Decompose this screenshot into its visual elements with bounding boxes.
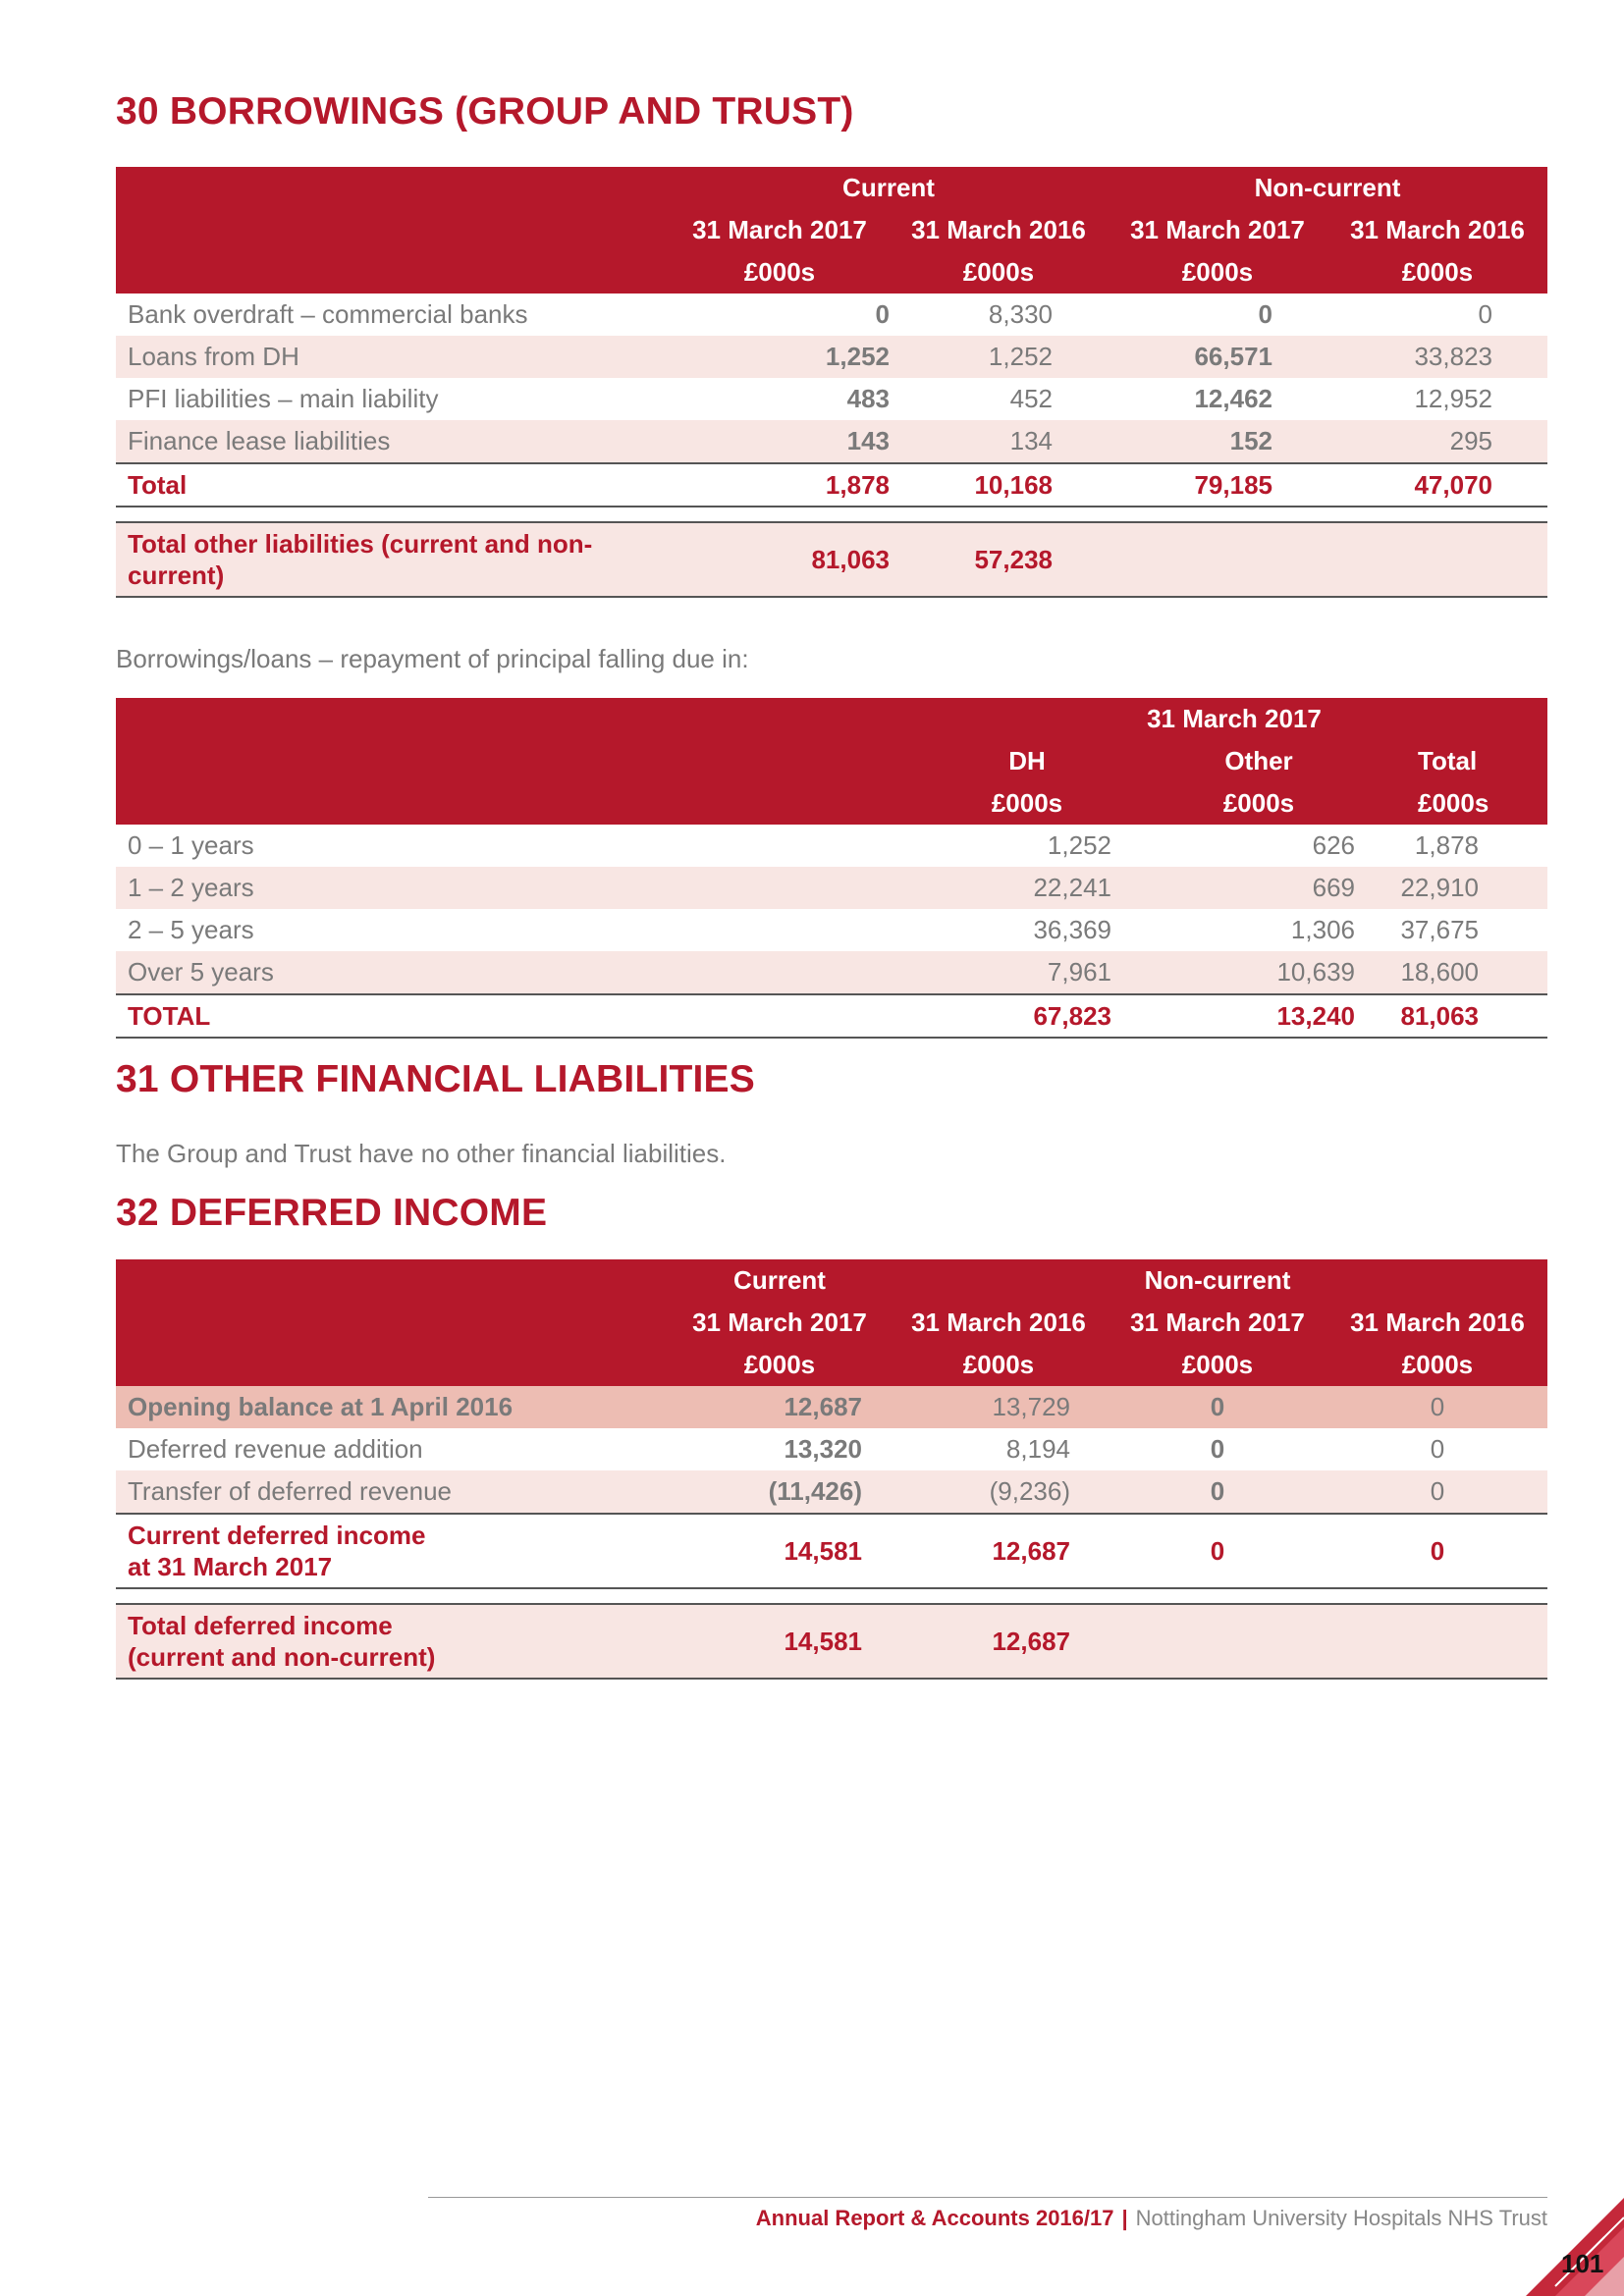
total-row <box>116 463 1547 507</box>
table-row <box>116 825 1547 867</box>
header-row-units <box>116 782 1547 825</box>
header-unit: £000s <box>1327 251 1547 294</box>
row-label: Bank overdraft – commercial banks <box>128 299 528 329</box>
cell: 12,952 <box>1414 384 1492 413</box>
header-date: 31 March 2016 <box>890 1302 1108 1344</box>
footer-report-title: Annual Report & Accounts 2016/17 <box>755 2206 1114 2230</box>
header-date: 31 March 2017 <box>911 698 1547 740</box>
footer <box>756 2206 1547 2231</box>
cell: 0 <box>1327 1514 1547 1588</box>
footer-separator: | <box>1121 2206 1128 2230</box>
cell: 57,238 <box>890 522 1108 597</box>
header-non-current: Non-current <box>1108 167 1547 209</box>
header-row-group <box>116 698 1547 740</box>
header-row-dates <box>116 1302 1547 1344</box>
cell: 1,878 <box>670 463 890 507</box>
table-row <box>116 951 1547 994</box>
label-line: Total deferred income <box>128 1611 393 1640</box>
header-unit: £000s <box>890 251 1108 294</box>
footer-divider <box>428 2197 1547 2198</box>
header-date: 31 March 2016 <box>890 209 1108 251</box>
row-label: Loans from DH <box>116 336 670 378</box>
row-label: Opening balance at 1 April 2016 <box>116 1386 670 1428</box>
other-liabilities-total-row <box>116 522 1547 597</box>
cell: 47,070 <box>1327 463 1547 507</box>
cell: 0 <box>1478 299 1492 329</box>
cell: 0 <box>1258 299 1272 329</box>
row-label: Transfer of deferred revenue <box>116 1470 670 1514</box>
footer-trust-name: Nottingham University Hospitals NHS Trust <box>1135 2206 1547 2230</box>
row-label: 2 – 5 years <box>128 915 254 944</box>
cell: 10,639 <box>1143 951 1375 994</box>
total-label <box>116 1514 670 1588</box>
total-label: Total <box>116 463 670 507</box>
other-financial-heading: 31 OTHER FINANCIAL LIABILITIES <box>116 1058 755 1100</box>
cell: 8,330 <box>988 299 1053 329</box>
row-label: Deferred revenue addition <box>128 1434 423 1464</box>
row-label: PFI liabilities – main liability <box>128 384 439 413</box>
header-date: 31 March 2016 <box>1327 209 1547 251</box>
total-deferred-income-row <box>116 1604 1547 1679</box>
header-unit: £000s <box>1327 1344 1547 1386</box>
table-row <box>116 1470 1547 1514</box>
repayment-table <box>116 698 1547 1039</box>
header-row-columns <box>116 740 1547 782</box>
cell: 669 <box>1143 867 1375 909</box>
cell: 1,306 <box>1290 915 1355 944</box>
header-row-dates <box>116 209 1547 251</box>
cell: 79,185 <box>1108 463 1327 507</box>
cell: (9,236) <box>890 1470 1108 1514</box>
borrowings-heading: 30 BORROWINGS (GROUP AND TRUST) <box>116 90 854 133</box>
cell: 36,369 <box>1033 915 1111 944</box>
header-non-current: Non-current <box>1108 1259 1327 1302</box>
cell: 33,823 <box>1327 336 1547 378</box>
table-row <box>116 420 1547 463</box>
repayment-intro: Borrowings/loans – repayment of principal falling due in: <box>116 644 749 673</box>
header-date: 31 March 2017 <box>1108 209 1327 251</box>
cell: 13,320 <box>784 1434 862 1464</box>
cell: 66,571 <box>1108 336 1327 378</box>
cell: 10,168 <box>890 463 1108 507</box>
cell: 7,961 <box>911 951 1143 994</box>
cell: 13,729 <box>890 1386 1108 1428</box>
cell: 37,675 <box>1400 915 1479 944</box>
header-unit: £000s <box>1143 782 1375 825</box>
total-label: TOTAL <box>116 994 911 1038</box>
cell: 295 <box>1327 420 1547 463</box>
cell: 14,581 <box>670 1604 890 1679</box>
cell: 14,581 <box>670 1514 890 1588</box>
cell: 67,823 <box>911 994 1143 1038</box>
cell: 18,600 <box>1375 951 1547 994</box>
row-label: 1 – 2 years <box>116 867 911 909</box>
total-row <box>116 994 1547 1038</box>
header-unit: £000s <box>670 1344 890 1386</box>
header-date: 31 March 2016 <box>1327 1302 1547 1344</box>
header-unit: £000s <box>890 1344 1108 1386</box>
header-unit: £000s <box>1375 782 1547 825</box>
cell: 12,687 <box>670 1386 890 1428</box>
header-row-group <box>116 1259 1547 1302</box>
header-total: Total <box>1375 740 1547 782</box>
borrowings-table <box>116 167 1547 598</box>
page-number: 101 <box>1561 2249 1604 2278</box>
cell: 81,063 <box>670 522 890 597</box>
other-financial-text: The Group and Trust have no other financial liabilities. <box>116 1139 727 1168</box>
deferred-income-heading: 32 DEFERRED INCOME <box>116 1192 548 1234</box>
label-line: (current and non-current) <box>128 1642 436 1672</box>
header-date: 31 March 2017 <box>670 1302 890 1344</box>
row-label: Finance lease liabilities <box>116 420 670 463</box>
header-row-group <box>116 167 1547 209</box>
table-row <box>116 378 1547 420</box>
table-row <box>116 867 1547 909</box>
cell: 0 <box>1108 1386 1327 1428</box>
cell: 0 <box>875 299 890 329</box>
row-label: 0 – 1 years <box>128 830 254 860</box>
header-dh: DH <box>911 740 1143 782</box>
table-row <box>116 336 1547 378</box>
header-unit: £000s <box>911 782 1143 825</box>
cell: 626 <box>1312 830 1355 860</box>
cell: 1,252 <box>670 336 890 378</box>
cell: 1,878 <box>1414 830 1479 860</box>
cell: (11,426) <box>670 1470 890 1514</box>
label-line: at 31 March 2017 <box>128 1552 333 1581</box>
cell: 0 <box>1210 1434 1225 1464</box>
cell: 22,910 <box>1375 867 1547 909</box>
row-label: Over 5 years <box>116 951 911 994</box>
header-date: 31 March 2017 <box>1108 1302 1327 1344</box>
cell: 12,687 <box>890 1514 1108 1588</box>
header-row-units <box>116 1344 1547 1386</box>
table-row <box>116 294 1547 336</box>
cell: 483 <box>846 384 890 413</box>
cell: 12,687 <box>890 1604 1108 1679</box>
table-row <box>116 909 1547 951</box>
header-unit: £000s <box>670 251 890 294</box>
header-current: Current <box>670 167 1108 209</box>
cell: 0 <box>1430 1434 1445 1464</box>
current-deferred-total-row <box>116 1514 1547 1588</box>
cell: 1,252 <box>1047 830 1111 860</box>
cell: 452 <box>1009 384 1053 413</box>
header-current: Current <box>670 1259 890 1302</box>
total-label: Total other liabilities (current and non-current) <box>116 522 670 597</box>
cell: 0 <box>1327 1470 1547 1514</box>
cell: 0 <box>1327 1386 1547 1428</box>
table-row <box>116 1428 1547 1470</box>
cell: 1,252 <box>890 336 1108 378</box>
cell: 0 <box>1108 1514 1327 1588</box>
header-row-units <box>116 251 1547 294</box>
cell: 143 <box>670 420 890 463</box>
label-line: Current deferred income <box>128 1521 426 1550</box>
total-label <box>116 1604 670 1679</box>
cell: 0 <box>1108 1470 1327 1514</box>
header-unit: £000s <box>1108 251 1327 294</box>
header-other: Other <box>1143 740 1375 782</box>
cell: 152 <box>1108 420 1327 463</box>
header-unit: £000s <box>1108 1344 1327 1386</box>
cell: 13,240 <box>1143 994 1375 1038</box>
table-row <box>116 1386 1547 1428</box>
cell: 22,241 <box>911 867 1143 909</box>
header-date: 31 March 2017 <box>670 209 890 251</box>
corner-decoration-icon <box>1526 2198 1624 2296</box>
cell: 134 <box>890 420 1108 463</box>
deferred-income-table <box>116 1259 1547 1680</box>
cell: 12,462 <box>1194 384 1272 413</box>
cell: 8,194 <box>1005 1434 1070 1464</box>
cell: 81,063 <box>1375 994 1547 1038</box>
